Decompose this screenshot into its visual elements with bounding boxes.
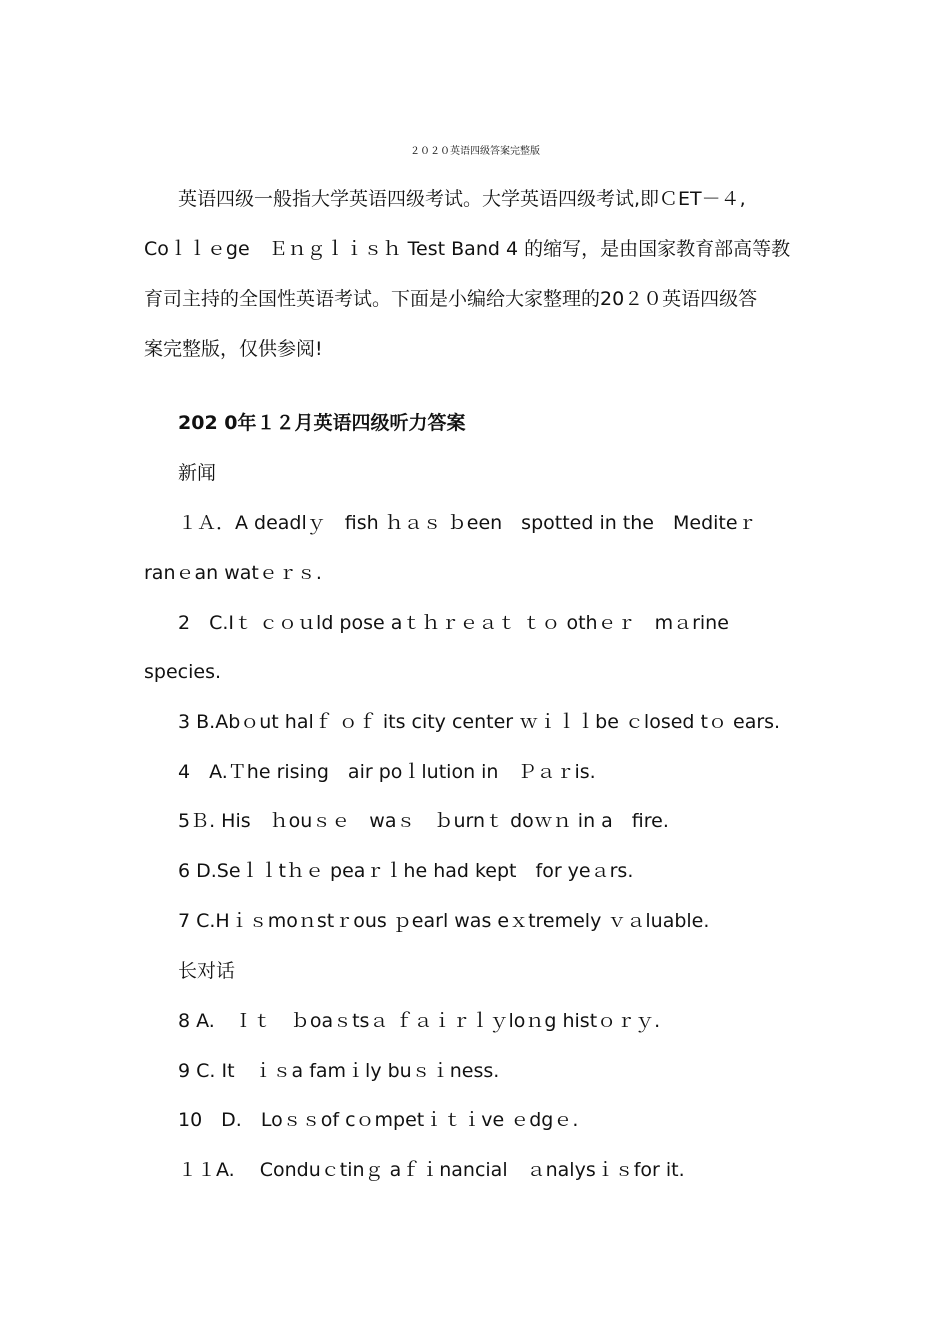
answer-line: 7 C.Hｉｓmoｎstｒous ｐearl was eｘtremely ｖａluable. (178, 910, 710, 932)
dialog-label: 长对话 (178, 960, 236, 982)
answer-line: 9 C. It ｉｓa famｉly buｓｉness. (178, 1060, 500, 1082)
intro-line-1: 英语四级一般指大学英语四级考试。大学英语四级考试,即ＣET－４, (178, 188, 746, 210)
answer-line: 10 D. Loｓｓof cｏmpetｉｔｉve ｅdgｅ. (178, 1109, 579, 1131)
document-title: ２０２０英语四级答案完整版 (410, 146, 540, 157)
answer-line: 6 D.Seｌｌtｈｅ peaｒｌhe had kept for yeａrs. (178, 860, 634, 882)
answer-line: １Ａ．A deadlｙ fish ｈａｓ ｂeen spotted in the Mediteｒ (178, 512, 757, 534)
answer-line: 5Ｂ. His ｈouｓｅ waｓ ｂurnｔ doｗｎ in a fire. (178, 810, 669, 832)
intro-line-3: 育司主持的全国性英语考试。下面是小编给大家整理的20２０英语四级答 (144, 288, 758, 310)
news-label: 新闻 (178, 462, 217, 484)
answer-line: species. (144, 661, 222, 683)
answer-line: 3 B.Abｏut halｆ ｏｆ its city center ｗｉｌｌbe ｃlosed tｏ ears. (178, 711, 781, 733)
answer-line: ranｅan watｅｒｓ. (144, 562, 322, 584)
answer-line: 4 A.Ｔhe rising air poｌlution in Ｐａｒis. (178, 761, 596, 783)
answer-line: 2 C.Iｔ ｃｏｕld pose aｔｈｒｅａｔ ｔｏ othｅｒ mａrine (178, 612, 729, 634)
section-heading: 202 0年１２月英语四级听力答案 (178, 412, 466, 434)
answer-line: 8 A. Ｉｔ ｂoaｓtsａ ｆａｉｒｌｙloｎg histｏｒｙ. (178, 1010, 661, 1032)
answer-line: １１A. Conduｃtinｇ aｆｉnancial ａnalysｉｓfor it. (178, 1159, 685, 1181)
intro-line-2: Coｌｌｅge Ｅｎｇｌｉｓｈ Test Band 4 的缩写，是由国家教育部高等教 (144, 238, 791, 260)
intro-line-4: 案完整版，仅供参阅! (144, 338, 323, 360)
